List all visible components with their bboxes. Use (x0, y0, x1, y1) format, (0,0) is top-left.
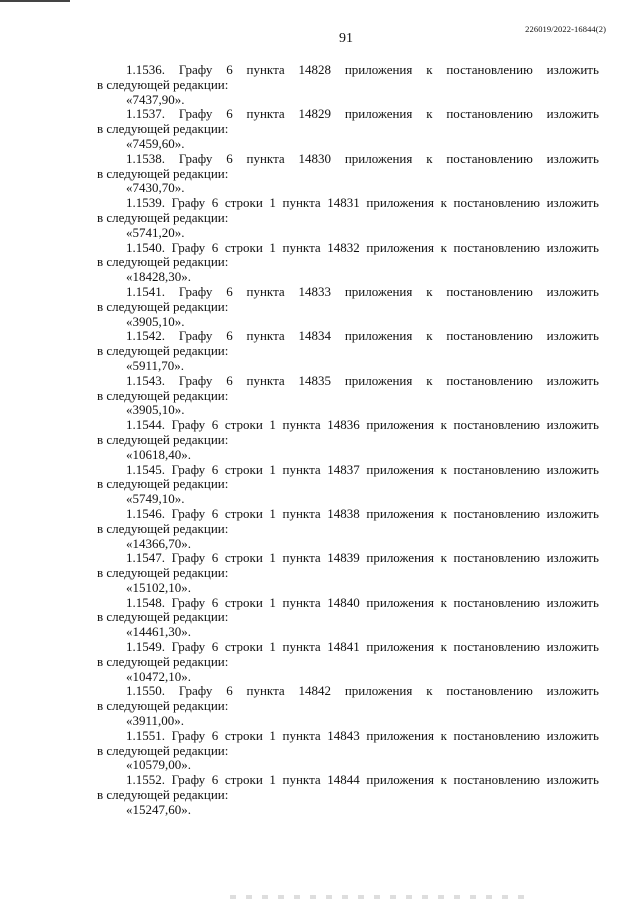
entry-word: к (426, 283, 433, 299)
entry-word: 6 (226, 62, 233, 77)
entry-word: постановлению (446, 328, 533, 344)
entry-word: постановлению (453, 639, 540, 655)
entry-word: 1.1549. (126, 639, 165, 655)
entry-word: 1.1546. (126, 505, 165, 521)
entry-word: 14829 (298, 106, 331, 122)
entry-word: 14840 (327, 594, 360, 610)
entry-continuation: в следующей редакции: (97, 121, 229, 137)
entry-word: 1 (269, 417, 276, 433)
entry-word: 6 (211, 239, 219, 255)
entry-first-line (97, 196, 599, 211)
entry-word: к (440, 505, 447, 521)
entry-word: постановлению (453, 239, 540, 255)
entry-word: приложения (366, 239, 434, 255)
entry-word: Графу (171, 550, 206, 566)
entry-word: изложить (546, 683, 599, 699)
entry-word: 6 (226, 328, 233, 344)
entry-word: 1.1542. (126, 328, 165, 344)
entry-word: 14844 (327, 772, 360, 788)
entry-word: 14839 (327, 550, 360, 566)
entry-word: приложения (366, 505, 434, 521)
entry-word: строки (224, 639, 263, 655)
entry-continuation: в следующей редакции: (97, 165, 229, 181)
entry-continuation: в следующей редакции: (97, 209, 229, 225)
entry-word: постановлению (446, 372, 533, 388)
entry-word: изложить (546, 461, 599, 477)
amendment-entry (97, 684, 599, 728)
entry-word: к (426, 683, 433, 699)
entry-word: 1.1544. (126, 417, 165, 433)
amendment-entry (97, 729, 599, 773)
amendment-entry (97, 374, 599, 418)
entry-word: 6 (226, 283, 233, 299)
entry-first-line (97, 463, 599, 478)
entry-word: Графу (178, 372, 213, 388)
entry-new-value: «14366,70». (126, 535, 191, 551)
entry-word: 1.1552. (126, 772, 165, 788)
entry-word: строки (224, 594, 263, 610)
entry-word: 1 (269, 772, 276, 788)
entry-word: приложения (344, 283, 413, 299)
entry-word: приложения (366, 550, 434, 566)
entry-new-value: «18428,30». (126, 269, 191, 285)
entry-first-line (97, 773, 599, 788)
entry-word: 6 (211, 505, 219, 521)
entry-word: 14833 (298, 283, 331, 299)
entry-continuation: в следующей редакции: (97, 476, 229, 492)
entry-word: изложить (546, 372, 599, 388)
amendment-entry (97, 507, 599, 551)
entry-word: 6 (211, 639, 219, 655)
entry-word: пункта (282, 195, 321, 211)
amendment-entry (97, 152, 599, 196)
entry-first-line (97, 596, 599, 611)
entry-continuation: в следующей редакции: (97, 787, 229, 803)
entry-word: изложить (546, 727, 599, 743)
entry-new-value: «14461,30». (126, 624, 191, 640)
entry-word: приложения (344, 683, 413, 699)
entry-word: пункта (282, 639, 321, 655)
entry-word: пункта (282, 550, 321, 566)
entry-word: 6 (211, 195, 219, 211)
entry-word: 14837 (327, 461, 360, 477)
entry-word: 6 (226, 372, 233, 388)
entry-new-value: «5749,10». (126, 491, 185, 507)
entry-word: 1.1543. (126, 372, 165, 388)
entry-word: Графу (178, 62, 213, 77)
entry-word: 6 (226, 106, 233, 122)
entry-word: Графу (171, 505, 206, 521)
entry-new-value: «15247,60». (126, 801, 191, 817)
entry-new-value: «5741,20». (126, 224, 185, 240)
entry-word: пункта (246, 62, 285, 77)
entry-word: пункта (282, 727, 321, 743)
entry-new-value: «7459,60». (126, 135, 185, 151)
entry-word: пункта (282, 461, 321, 477)
entry-word: изложить (546, 195, 599, 211)
amendment-entry (97, 640, 599, 684)
entry-word: строки (224, 727, 263, 743)
entry-word: постановлению (453, 594, 540, 610)
amendment-entry (97, 285, 599, 329)
entry-word: пункта (282, 772, 321, 788)
entry-word: изложить (546, 550, 599, 566)
entry-word: приложения (344, 372, 413, 388)
entry-continuation: в следующей редакции: (97, 387, 229, 403)
bottom-scan-artifact (230, 895, 530, 899)
amendment-entry (97, 329, 599, 373)
amendment-entry (97, 463, 599, 507)
entry-word: пункта (246, 372, 285, 388)
entry-continuation: в следующей редакции: (97, 609, 229, 625)
entry-word: Графу (178, 150, 213, 166)
entry-word: к (440, 417, 447, 433)
entry-word: 14835 (298, 372, 331, 388)
entry-word: к (440, 772, 447, 788)
entry-word: изложить (546, 417, 599, 433)
entry-first-line (97, 374, 599, 389)
entry-word: пункта (246, 328, 285, 344)
entry-word: 6 (211, 417, 219, 433)
entry-word: постановлению (453, 505, 540, 521)
entry-word: 1.1550. (126, 683, 165, 699)
entry-word: 1 (269, 727, 276, 743)
entry-word: 14834 (298, 328, 331, 344)
entry-first-line (97, 684, 599, 699)
entry-word: Графу (178, 328, 213, 344)
entry-continuation: в следующей редакции: (97, 431, 229, 447)
entry-first-line (97, 285, 599, 300)
entry-word: постановлению (446, 62, 533, 77)
entry-word: приложения (366, 594, 434, 610)
amendment-list (97, 63, 599, 818)
entry-word: 14843 (327, 727, 360, 743)
entry-word: приложения (344, 150, 413, 166)
entry-word: 6 (226, 683, 233, 699)
entry-word: Графу (178, 683, 213, 699)
amendment-entry (97, 241, 599, 285)
entry-word: изложить (546, 639, 599, 655)
entry-word: приложения (366, 772, 434, 788)
entry-word: пункта (246, 150, 285, 166)
entry-new-value: «15102,10». (126, 579, 191, 595)
entry-word: Графу (171, 727, 206, 743)
entry-word: 14830 (298, 150, 331, 166)
entry-word: 1.1536. (126, 62, 165, 77)
amendment-entry (97, 107, 599, 151)
entry-word: 14842 (298, 683, 331, 699)
entry-first-line (97, 329, 599, 344)
entry-continuation: в следующей редакции: (97, 298, 229, 314)
entry-word: изложить (546, 106, 599, 122)
amendment-entry (97, 196, 599, 240)
entry-word: к (426, 62, 433, 77)
top-scan-rule (0, 0, 70, 2)
entry-new-value: «7430,70». (126, 180, 185, 196)
entry-first-line (97, 107, 599, 122)
entry-word: изложить (546, 772, 599, 788)
entry-word: 1 (269, 594, 276, 610)
entry-word: постановлению (453, 417, 540, 433)
entry-new-value: «7437,90». (126, 91, 185, 107)
entry-word: постановлению (453, 772, 540, 788)
entry-word: к (440, 727, 447, 743)
entry-word: приложения (344, 106, 413, 122)
entry-word: 6 (211, 550, 219, 566)
entry-word: приложения (344, 62, 413, 77)
entry-new-value: «10472,10». (126, 668, 191, 684)
entry-word: пункта (246, 683, 285, 699)
entry-first-line (97, 418, 599, 433)
entry-word: к (440, 594, 447, 610)
entry-word: Графу (171, 239, 206, 255)
document-code: 226019/2022-16844(2) (525, 24, 606, 34)
entry-word: 6 (226, 150, 233, 166)
entry-word: 1.1541. (126, 283, 165, 299)
entry-word: приложения (344, 328, 413, 344)
entry-word: пункта (246, 283, 285, 299)
entry-word: приложения (366, 195, 434, 211)
entry-word: 6 (211, 594, 219, 610)
entry-word: строки (224, 195, 263, 211)
entry-word: Графу (178, 106, 213, 122)
entry-word: 14838 (327, 505, 360, 521)
entry-word: 1 (269, 239, 276, 255)
entry-word: 6 (211, 772, 219, 788)
entry-new-value: «5911,70». (126, 357, 185, 373)
entry-first-line (97, 507, 599, 522)
entry-word: 1.1548. (126, 594, 165, 610)
entry-word: к (426, 328, 433, 344)
entry-word: 14836 (327, 417, 360, 433)
amendment-entry (97, 418, 599, 462)
entry-word: постановлению (453, 195, 540, 211)
entry-word: пункта (282, 417, 321, 433)
entry-word: постановлению (446, 683, 533, 699)
entry-new-value: «10618,40». (126, 446, 191, 462)
entry-word: строки (224, 461, 263, 477)
entry-word: Графу (171, 461, 206, 477)
entry-word: 14828 (298, 62, 331, 77)
entry-word: к (426, 150, 433, 166)
amendment-entry (97, 773, 599, 817)
entry-word: 1.1551. (126, 727, 165, 743)
entry-continuation: в следующей редакции: (97, 254, 229, 270)
entry-word: 14832 (327, 239, 360, 255)
entry-word: 1 (269, 550, 276, 566)
entry-word: постановлению (453, 550, 540, 566)
entry-continuation: в следующей редакции: (97, 343, 229, 359)
entry-first-line (97, 152, 599, 167)
entry-word: постановлению (446, 150, 533, 166)
amendment-entry (97, 63, 599, 107)
entry-word: изложить (546, 62, 599, 77)
entry-word: приложения (366, 461, 434, 477)
entry-word: постановлению (453, 461, 540, 477)
amendment-entry (97, 596, 599, 640)
entry-new-value: «10579,00». (126, 757, 191, 773)
entry-word: строки (224, 239, 263, 255)
entry-word: к (440, 239, 447, 255)
entry-word: изложить (546, 328, 599, 344)
entry-word: строки (224, 550, 263, 566)
entry-word: пункта (282, 505, 321, 521)
entry-word: приложения (366, 727, 434, 743)
entry-continuation: в следующей редакции: (97, 698, 229, 714)
entry-word: Графу (171, 594, 206, 610)
entry-word: 14841 (327, 639, 360, 655)
entry-word: 1 (269, 505, 276, 521)
entry-word: постановлению (446, 106, 533, 122)
entry-word: постановлению (446, 283, 533, 299)
entry-word: 1.1537. (126, 106, 165, 122)
entry-word: Графу (171, 195, 206, 211)
entry-word: 1.1540. (126, 239, 165, 255)
page-number: 91 (339, 31, 353, 46)
entry-continuation: в следующей редакции: (97, 520, 229, 536)
entry-continuation: в следующей редакции: (97, 76, 229, 92)
entry-word: 1.1545. (126, 461, 165, 477)
entry-word: строки (224, 417, 263, 433)
entry-word: Графу (171, 417, 206, 433)
entry-word: Графу (178, 283, 213, 299)
entry-word: 6 (211, 727, 219, 743)
amendment-entry (97, 551, 599, 595)
entry-word: 6 (211, 461, 219, 477)
entry-word: пункта (246, 106, 285, 122)
entry-word: 1 (269, 461, 276, 477)
entry-word: пункта (282, 239, 321, 255)
entry-word: изложить (546, 150, 599, 166)
entry-first-line (97, 551, 599, 566)
entry-word: 1 (269, 639, 276, 655)
entry-word: к (440, 550, 447, 566)
entry-word: изложить (546, 505, 599, 521)
entry-word: изложить (546, 594, 599, 610)
entry-word: 14831 (327, 195, 360, 211)
entry-first-line (97, 63, 599, 78)
entry-continuation: в следующей редакции: (97, 653, 229, 669)
entry-first-line (97, 241, 599, 256)
entry-word: изложить (546, 239, 599, 255)
entry-new-value: «3905,10». (126, 313, 185, 329)
entry-continuation: в следующей редакции: (97, 565, 229, 581)
entry-word: к (440, 195, 447, 211)
entry-first-line (97, 640, 599, 655)
entry-word: строки (224, 505, 263, 521)
entry-word: 1.1539. (126, 195, 165, 211)
entry-word: изложить (546, 283, 599, 299)
entry-word: приложения (366, 417, 434, 433)
entry-word: к (426, 372, 433, 388)
entry-word: к (440, 639, 447, 655)
entry-new-value: «3905,10». (126, 402, 185, 418)
entry-word: к (440, 461, 447, 477)
entry-word: 1.1538. (126, 150, 165, 166)
entry-word: пункта (282, 594, 321, 610)
entry-word: 1.1547. (126, 550, 165, 566)
entry-new-value: «3911,00». (126, 713, 185, 729)
entry-word: к (426, 106, 433, 122)
entry-first-line (97, 729, 599, 744)
entry-word: постановлению (453, 727, 540, 743)
entry-word: приложения (366, 639, 434, 655)
entry-continuation: в следующей редакции: (97, 742, 229, 758)
entry-word: Графу (171, 639, 206, 655)
entry-word: 1 (269, 195, 276, 211)
entry-word: строки (224, 772, 263, 788)
entry-word: Графу (171, 772, 206, 788)
